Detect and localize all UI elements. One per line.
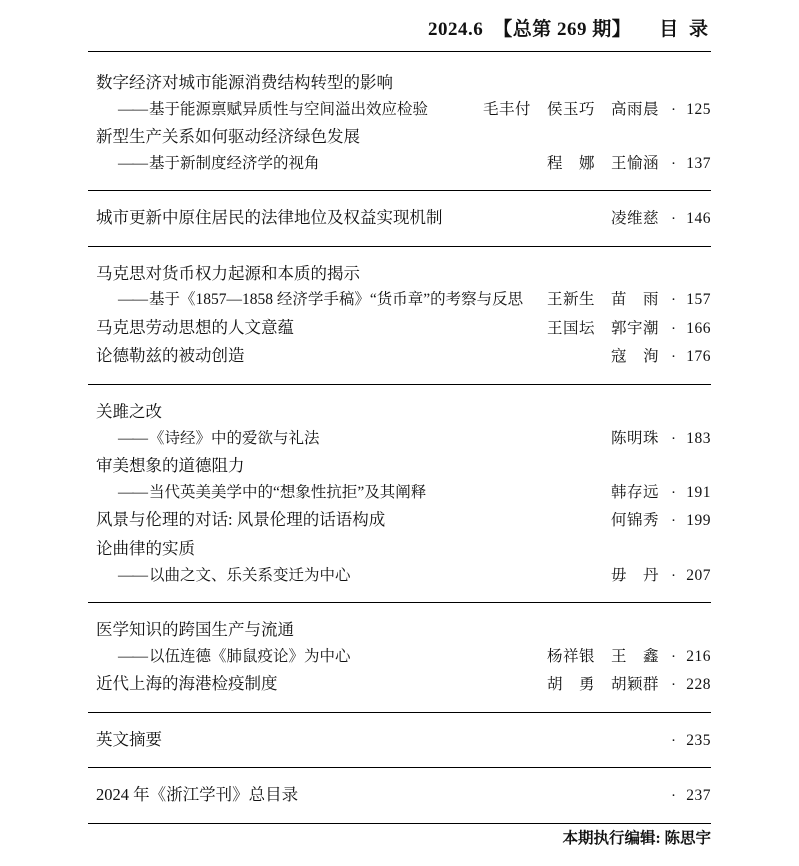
- toc-entry-title[interactable]: 审美想象的道德阻力: [96, 456, 245, 476]
- toc-group: [88, 713, 711, 768]
- toc-entry-authors: [531, 316, 659, 341]
- author-name: 高雨晨: [610, 100, 659, 118]
- toc-entry-authors: [531, 151, 659, 176]
- toc-entry-subtitle[interactable]: 以曲之文、乐关系变迁为中心: [149, 566, 351, 584]
- toc-entry-title[interactable]: 医学知识的跨国生产与流通: [96, 619, 294, 639]
- toc-group: [88, 603, 711, 712]
- issue-date: 2024.6: [427, 19, 484, 40]
- toc-entry-title-line: [88, 205, 711, 232]
- toc-group: [88, 52, 711, 190]
- author-name: 毋 丹: [610, 566, 659, 584]
- author-name: 胡 勇: [546, 675, 595, 693]
- page-number: 237: [686, 787, 711, 805]
- toc-entry-subtitle-line: [88, 426, 711, 451]
- toc-group: [88, 768, 711, 823]
- toc-entry-title-line: [88, 70, 711, 97]
- toc-entry-title-line: [88, 315, 711, 342]
- author-name: 何锦秀: [610, 512, 659, 530]
- separator-dot: ·: [671, 430, 676, 447]
- toc-entry[interactable]: [88, 617, 711, 669]
- toc-entry[interactable]: [88, 671, 711, 698]
- toc-entry[interactable]: [88, 261, 711, 313]
- author-name: 郭宇潮: [610, 319, 659, 337]
- toc-entry-authors: [595, 206, 659, 231]
- toc-entry-authors: [595, 480, 659, 505]
- separator-dot: ·: [671, 349, 676, 366]
- toc-entry[interactable]: [88, 315, 711, 342]
- toc-entry-title-line: [88, 782, 711, 809]
- page-number: 125: [686, 100, 711, 118]
- issue-number: 【总第 269 期】: [493, 19, 632, 40]
- separator-dot: ·: [671, 292, 676, 309]
- author-name: 王愉涵: [610, 154, 659, 172]
- page-number: 191: [686, 483, 711, 501]
- toc-entry-subtitle-line: [88, 644, 711, 669]
- toc-entry-subtitle[interactable]: 《诗经》中的爱欲与礼法: [149, 429, 320, 447]
- toc-entry-title[interactable]: 近代上海的海港检疫制度: [96, 673, 278, 693]
- separator-dot: ·: [671, 484, 676, 501]
- page-number: 216: [686, 647, 711, 665]
- toc-entry-authors: [531, 672, 659, 697]
- toc-group: [88, 247, 711, 384]
- em-dash: ——: [118, 429, 147, 447]
- toc-entry[interactable]: [88, 124, 711, 176]
- divider: [88, 823, 711, 824]
- toc-group: [88, 385, 711, 602]
- toc-entry-title-line: [88, 124, 711, 151]
- toc-entry-title[interactable]: 城市更新中原住居民的法律地位及权益实现机制: [96, 208, 443, 228]
- separator-dot: ·: [671, 732, 676, 749]
- separator-dot: ·: [671, 567, 676, 584]
- page-number: 183: [686, 429, 711, 447]
- toc-entry-title-line: [88, 671, 711, 698]
- toc-entry-authors: [595, 508, 659, 533]
- toc-entry-title-line: [88, 343, 711, 370]
- toc-entry[interactable]: [88, 782, 711, 809]
- page-number: 199: [686, 512, 711, 530]
- toc-entry[interactable]: [88, 453, 711, 505]
- toc-entry-title[interactable]: 英文摘要: [96, 729, 162, 749]
- page-number: 146: [686, 210, 711, 228]
- toc-entry-title-line: [88, 617, 711, 644]
- author-name: 程 娜: [546, 154, 595, 172]
- author-name: 寇 洵: [610, 348, 659, 366]
- toc-entry-authors: [531, 287, 659, 312]
- author-name: 王国坛: [546, 319, 595, 337]
- toc-entry[interactable]: [88, 727, 711, 754]
- separator-dot: ·: [671, 513, 676, 530]
- toc-entry-title-line: [88, 453, 711, 480]
- toc-entry-title[interactable]: 马克思对货币权力起源和本质的揭示: [96, 263, 360, 283]
- toc-group: [88, 191, 711, 246]
- toc-entry[interactable]: [88, 536, 711, 588]
- page-number: 166: [686, 319, 711, 337]
- separator-dot: ·: [671, 211, 676, 228]
- toc-entry[interactable]: [88, 507, 711, 534]
- toc-entry-authors: [531, 644, 659, 669]
- toc-entry-authors: [595, 426, 659, 451]
- toc-entry-title[interactable]: 2024 年《浙江学刊》总目录: [96, 785, 299, 805]
- page-header: [0, 0, 799, 41]
- separator-dot: ·: [671, 155, 676, 172]
- author-name: 侯玉巧: [546, 100, 595, 118]
- em-dash: ——: [118, 100, 147, 118]
- toc-entry-subtitle[interactable]: 以伍连德《肺鼠疫论》为中心: [149, 647, 351, 665]
- toc-entry-authors: [467, 97, 659, 122]
- toc-entry-title-line: [88, 727, 711, 754]
- toc-entry-title[interactable]: 关雎之改: [96, 402, 162, 422]
- author-name: 胡颖群: [610, 675, 659, 693]
- separator-dot: ·: [671, 648, 676, 665]
- toc-entry[interactable]: [88, 70, 711, 122]
- toc-entry-subtitle[interactable]: 基于新制度经济学的视角: [149, 154, 320, 172]
- author-name: 王 鑫: [610, 647, 659, 665]
- author-name: 凌维慈: [610, 210, 659, 228]
- separator-dot: ·: [671, 101, 676, 118]
- em-dash: ——: [118, 647, 147, 665]
- page-number: 137: [686, 154, 711, 172]
- toc-entry-title-line: [88, 399, 711, 426]
- separator-dot: ·: [671, 676, 676, 693]
- page-title: 目 录: [659, 19, 711, 40]
- em-dash: ——: [118, 154, 147, 172]
- em-dash: ——: [118, 291, 147, 309]
- toc-entry-subtitle-line: [88, 151, 711, 176]
- toc-entry-subtitle[interactable]: 基于能源禀赋异质性与空间溢出效应检验: [149, 100, 429, 118]
- toc-entry-title[interactable]: 风景与伦理的对话: 风景伦理的话语构成: [96, 510, 386, 530]
- toc-entry-title[interactable]: 论德勒兹的被动创造: [96, 346, 245, 366]
- author-name: 毛丰付: [482, 100, 531, 118]
- toc-entry-title-line: [88, 261, 711, 288]
- em-dash: ——: [118, 483, 147, 501]
- author-name: 陈明珠: [610, 429, 659, 447]
- author-name: 苗 雨: [610, 291, 659, 309]
- toc-entry-authors: [595, 344, 659, 369]
- toc-entry-title-line: [88, 507, 711, 534]
- page-number: 235: [686, 731, 711, 749]
- em-dash: ——: [118, 566, 147, 584]
- toc-entry[interactable]: [88, 399, 711, 451]
- editor-note: 本期执行编辑: 陈思宇: [562, 830, 711, 847]
- page-number: 228: [686, 675, 711, 693]
- separator-dot: ·: [671, 320, 676, 337]
- toc-entry-title[interactable]: 数字经济对城市能源消费结构转型的影响: [96, 73, 393, 92]
- toc-entry-subtitle-line: [88, 97, 711, 122]
- toc-entry-title[interactable]: 马克思劳动思想的人文意蕴: [96, 317, 294, 337]
- toc-entry-authors: [595, 563, 659, 588]
- page-number: 176: [686, 348, 711, 366]
- toc-groups: [0, 52, 799, 824]
- toc-entry[interactable]: [88, 343, 711, 370]
- toc-entry[interactable]: [88, 205, 711, 232]
- toc-entry-subtitle[interactable]: 当代英美美学中的“想象性抗拒”及其阐释: [149, 483, 427, 501]
- toc-entry-subtitle-line: [88, 287, 711, 312]
- toc-entry-title[interactable]: 论曲律的实质: [96, 538, 195, 558]
- author-name: 王新生: [546, 291, 595, 309]
- author-name: 韩存远: [610, 483, 659, 501]
- toc-entry-subtitle[interactable]: 基于《1857—1858 经济学手稿》“货币章”的考察与反思: [149, 291, 524, 309]
- toc-entry-title-line: [88, 536, 711, 563]
- page-number: 157: [686, 291, 711, 309]
- separator-dot: ·: [671, 788, 676, 805]
- toc-entry-title[interactable]: 新型生产关系如何驱动经济绿色发展: [96, 127, 360, 147]
- page-number: 207: [686, 566, 711, 584]
- toc-entry-subtitle-line: [88, 563, 711, 588]
- toc-entry-subtitle-line: [88, 480, 711, 505]
- author-name: 杨祥银: [546, 647, 595, 665]
